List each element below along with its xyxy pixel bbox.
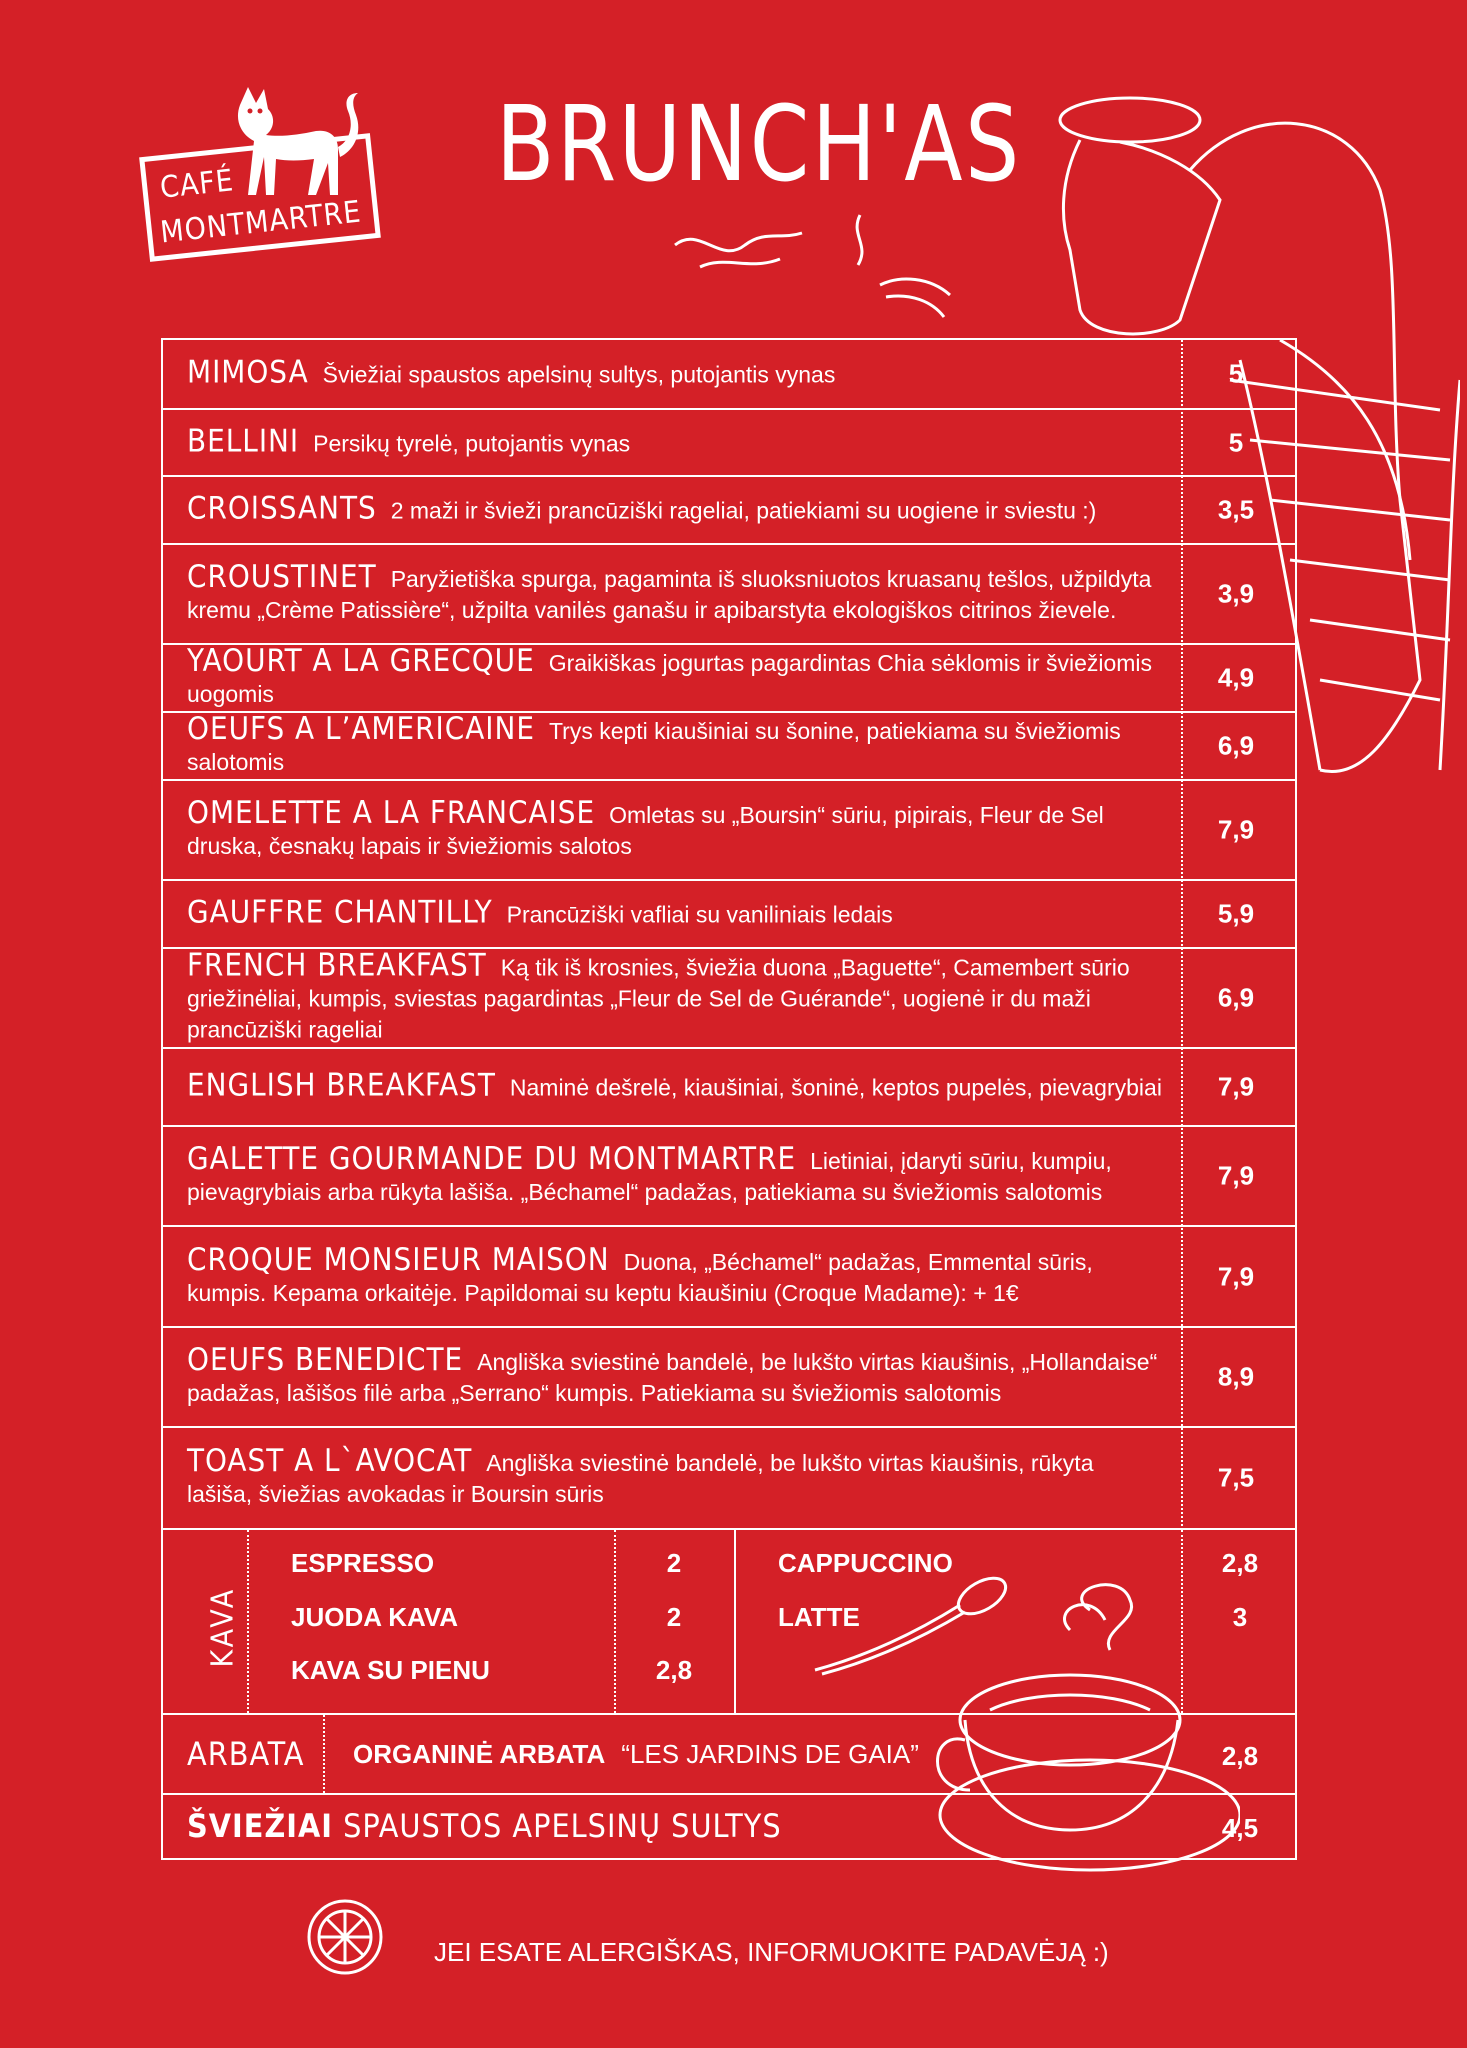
item-description: Šviežiai spaustos apelsinų sultys, putojantis vynas: [322, 361, 836, 388]
item-description: Duona, „Béchamel“ padažas, Emmental sūris, kumpis. Kepama orkaitėje. Papildomai su keptu kiaušiniu (Croque Madame): + 1€: [187, 1248, 1093, 1306]
juice-label-rest: SPAUSTOS APELSINŲ SULTYS: [343, 1807, 782, 1845]
item-price: 6,9: [1217, 982, 1255, 1013]
menu-item: [163, 1428, 1295, 1530]
coffee-item-price: 2,8: [655, 1655, 693, 1685]
cafe-logo: [140, 85, 400, 270]
flourish-icon: [670, 215, 810, 285]
item-description: Omletas su „Boursin“ sūriu, pipirais, Fleur de Sel druska, česnakų lapais ir šviežiomis salotos: [187, 802, 1104, 859]
item-name: CROQUE MONSIEUR MAISON: [187, 1241, 610, 1278]
item-name: ENGLISH BREAKFAST: [187, 1067, 496, 1104]
item-name: CROUSTINET: [187, 559, 377, 595]
juice-price: 4,5: [1221, 1813, 1259, 1843]
item-price: 7,9: [1217, 1160, 1255, 1191]
juice-label: [187, 1807, 782, 1845]
allergy-notice: JEI ESATE ALERGIŠKAS, INFORMUOKITE PADAVĖJĄ :): [434, 1937, 1109, 1967]
menu-item: [163, 645, 1295, 713]
menu-table: [161, 338, 1297, 1860]
item-name: OMELETTE A LA FRANCAISE: [187, 795, 596, 831]
coffee-item-name: KAVA SU PIENU: [291, 1655, 490, 1685]
logo-line-1: CAFÉ: [158, 163, 236, 206]
item-name: GAUFFRE CHANTILLY: [187, 894, 493, 931]
menu-item: [163, 781, 1295, 881]
item-price: 5: [1228, 427, 1244, 457]
tea-brand: “LES JARDINS DE GAIA”: [621, 1739, 919, 1769]
item-price: 7,9: [1217, 1261, 1255, 1291]
divider: [734, 1530, 736, 1713]
juice-row: [163, 1795, 1295, 1858]
item-price: 3,5: [1217, 494, 1255, 525]
item-price: 7,9: [1217, 814, 1255, 845]
tea-row: [163, 1715, 1295, 1795]
item-price: 6,9: [1217, 730, 1255, 761]
tea-label: ARBATA: [187, 1735, 305, 1773]
item-name: OEUFS BENEDICTE: [187, 1342, 464, 1378]
item-description: Ką tik iš krosnies, šviežia duona „Baguette“, Camembert sūrio griežinėliai, kumpis, sviestas pagardintas „Fleur de Sel de Guérande“, uogienė ir du maži prancūziški rageliai: [187, 954, 1130, 1043]
coffee-item-name: CAPPUCCINO: [778, 1548, 953, 1578]
coffee-item-name: LATTE: [778, 1602, 860, 1632]
item-name: GALETTE GOURMANDE DU MONTMARTRE: [187, 1141, 797, 1177]
coffee-item-price: 2: [666, 1548, 682, 1578]
tea-price: 2,8: [1221, 1741, 1259, 1771]
tea-item: [353, 1739, 919, 1770]
logo-line-2: MONTMARTRE: [158, 194, 364, 251]
menu-item: [163, 713, 1295, 781]
item-description: Paryžietiška spurga, pagaminta iš sluoksniuotos kruasanų tešlos, užpildyta kremu „Crème Patissière“, užpilta vanilės ganašu ir apibarstyta ekologiškos citrinos žievele.: [187, 566, 1152, 623]
menu-item: [163, 1227, 1295, 1328]
item-name: YAOURT A LA GRECQUE: [187, 643, 535, 679]
item-price: 7,5: [1217, 1462, 1255, 1493]
menu-item: [163, 1127, 1295, 1227]
menu-item: [163, 545, 1295, 645]
coffee-item-price: 2: [666, 1602, 682, 1632]
menu-item: [163, 949, 1295, 1049]
lemon-sketch-icon: [300, 1895, 390, 1980]
item-description: Angliška sviestinė bandelė, be lukšto virtas kiaušinis, rūkyta lašiša, šviežias avokadas ir Boursin sūris: [187, 1450, 1094, 1507]
item-price: 5: [1228, 358, 1244, 389]
item-price: 4,9: [1217, 662, 1255, 693]
menu-item: [163, 477, 1295, 545]
divider: [323, 1715, 325, 1793]
menu-item: [163, 410, 1295, 477]
item-price: 5,9: [1217, 898, 1255, 929]
juice-label-bold: ŠVIEŽIAI: [187, 1807, 333, 1845]
item-name: TOAST A L`AVOCAT: [187, 1443, 473, 1479]
item-description: Angliška sviestinė bandelė, be lukšto virtas kiaušinis, „Hollandaise“ padažas, lašišos filė arba „Serrano“ kumpis. Patiekiama su šviežiomis salotomis: [187, 1349, 1158, 1406]
coffee-section: [163, 1530, 1295, 1715]
coffee-item-name: JUODA KAVA: [291, 1602, 459, 1632]
tea-name: ORGANINĖ ARBATA: [353, 1739, 606, 1769]
coffee-item-price: 2,8: [1221, 1548, 1259, 1578]
item-name: FRENCH BREAKFAST: [187, 947, 487, 984]
coffee-item-price: 3: [1232, 1602, 1248, 1632]
coffee-section-label: KAVA: [205, 1586, 241, 1668]
item-description: Prancūziški vafliai su vaniliniais ledais: [506, 901, 893, 928]
item-price: 3,9: [1217, 578, 1255, 609]
menu-item: [163, 881, 1295, 949]
menu-item: [163, 1328, 1295, 1428]
menu-item: [163, 1049, 1295, 1127]
divider: [247, 1530, 249, 1713]
item-description: Persikų tyrelė, putojantis vynas: [313, 430, 631, 456]
item-description: Trys kepti kiaušiniai su šonine, patiekiama su šviežiomis salotomis: [187, 718, 1121, 775]
item-name: CROISSANTS: [187, 490, 377, 527]
item-price: 8,9: [1217, 1361, 1255, 1392]
menu-item: [163, 340, 1295, 410]
item-name: BELLINI: [187, 423, 300, 459]
item-description: Naminė dešrelė, kiaušiniai, šoninė, keptos pupelės, pievagrybiai: [509, 1074, 1162, 1101]
item-description: Graikiškas jogurtas pagardintas Chia sėklomis ir šviežiomis uogomis: [187, 650, 1153, 707]
page-title: BRUNCH'AS: [496, 83, 1022, 205]
item-name: OEUFS A L’AMERICAINE: [187, 711, 535, 747]
item-description: 2 maži ir švieži prancūziški rageliai, patiekiami su uogiene ir sviestu :): [390, 497, 1097, 524]
item-description: Lietiniai, įdaryti sūriu, kumpiu, pievagrybiais arba rūkyta lašiša. „Béchamel“ padažas, patiekiama su šviežiomis salotomis: [187, 1148, 1112, 1205]
coffee-item-name: ESPRESSO: [291, 1548, 435, 1578]
item-price: 7,9: [1217, 1071, 1255, 1102]
hand-sketch-icon: [840, 205, 970, 325]
item-name: MIMOSA: [187, 354, 309, 391]
